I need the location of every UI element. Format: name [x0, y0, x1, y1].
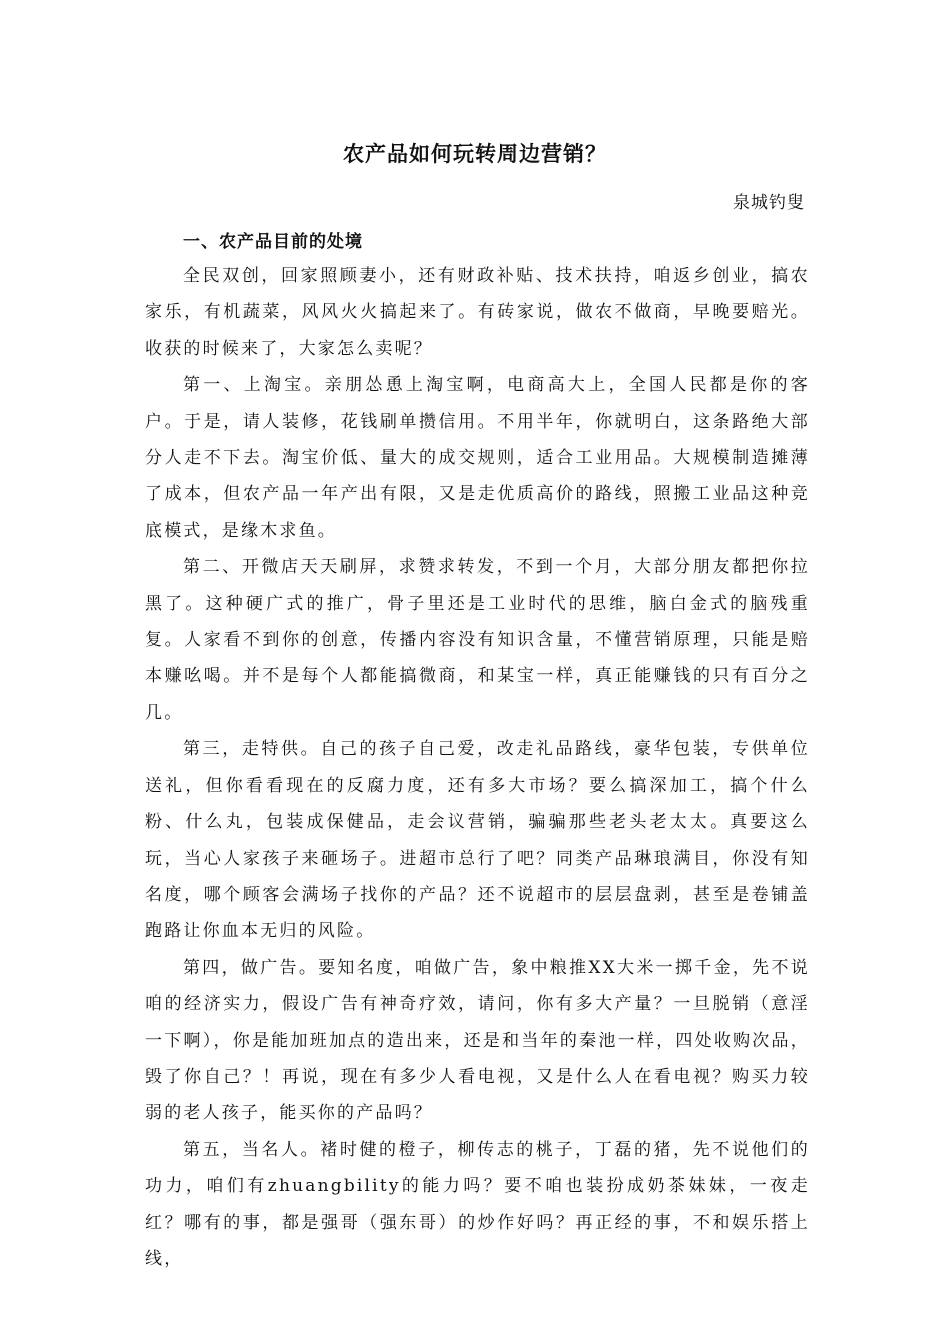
paragraph: 全民双创，回家照顾妻小，还有财政补贴、技术扶持，咱返乡创业，搞农家乐，有机蔬菜，风风火火搞起来了。有砖家说，做农不做商，早晚要赔光。收获的时候来了，大家怎么卖呢？ — [145, 266, 810, 359]
paragraph: 第一、上淘宝。亲朋怂恿上淘宝啊，电商高大上，全国人民都是你的客户。于是，请人装修，花钱刷单攒信用。不用半年，你就明白，这条路绝大部分人走不下去。淘宝价低、量大的成交规则，适合工业用品。大规模制造摊薄了成本，但农产品一年产出有限，又是走优质高价的路线，照搬工业品这种竞底模式，是缘木求鱼。 — [145, 375, 810, 541]
paragraph: 第二、开微店天天刷屏，求赞求转发，不到一个月，大部分朋友都把你拉黑了。这种硬广式的推广，骨子里还是工业时代的思维，脑白金式的脑残重复。人家看不到你的创意，传播内容没有知识含量，不懂营销原理，只能是赔本赚吆喝。并不是每个人都能搞微商，和某宝一样，真正能赚钱的只有百分之几。 — [145, 557, 810, 723]
author-name: 泉城钓叟 — [733, 193, 805, 213]
paragraph: 第三，走特供。自己的孩子自己爱，改走礼品路线，豪华包装，专供单位送礼，但你看看现在的反腐力度，还有多大市场？要么搞深加工，搞个什么粉、什么丸，包装成保健品，走会议营销，骗骗那些老头老太太。真要这么玩，当心人家孩子来砸场子。进超市总行了吧？同类产品琳琅满目，你没有知名度，哪个顾客会满场子找你的产品？还不说超市的层层盘剥，甚至是卷铺盖跑路让你血本无归的风险。 — [145, 739, 810, 942]
paragraph: 第四，做广告。要知名度，咱做广告，象中粮推XX大米一掷千金，先不说咱的经济实力，假设广告有神奇疗效，请问，你有多大产量？一旦脱销（意淫一下啊），你是能加班加点的造出来，还是和当年的秦池一样，四处收购次品，毁了你自己？！再说，现在有多少人看电视，又是什么人在看电视？购买力较弱的老人孩子，能买你的产品吗？ — [145, 957, 810, 1124]
paragraph: 第五，当名人。褚时健的橙子，柳传志的桃子，丁磊的猪，先不说他们的功力，咱们有zhuangbility的能力吗？要不咱也装扮成奶茶妹妹，一夜走红？哪有的事，都是强哥（强东哥）的炒作好吗？再正经的事，不和娱乐搭上线， — [145, 1139, 810, 1269]
document-title: 农产品如何玩转周边营销？ — [343, 141, 607, 166]
section-heading: 一、农产品目前的处境 — [183, 232, 363, 252]
document-body — [145, 258, 810, 1277]
